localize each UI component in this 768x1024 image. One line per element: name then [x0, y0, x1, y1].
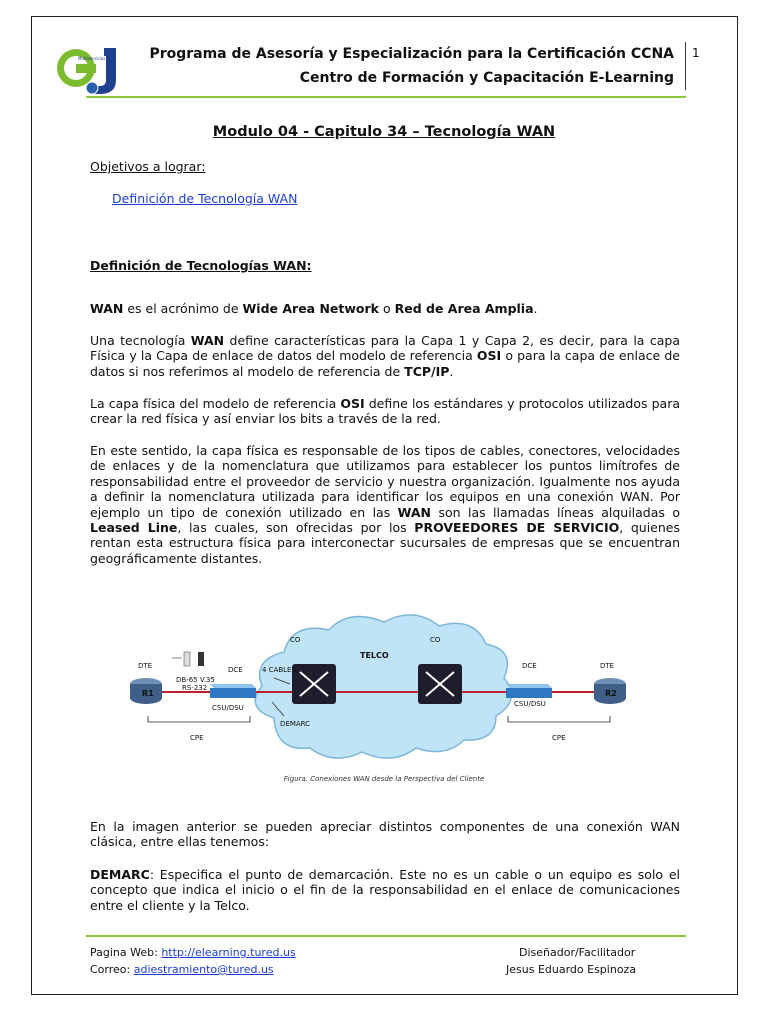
- label-telco: TELCO: [360, 651, 389, 660]
- page-title: Modulo 04 - Capitulo 34 – Tecnología WAN: [212, 124, 556, 140]
- footer-mail-link[interactable]: adiestramiento@tured.us: [133, 963, 274, 976]
- label-rs232: RS-232: [182, 684, 208, 692]
- label-co-left: CO: [290, 636, 301, 644]
- section-heading: Definición de Tecnologías WAN:: [90, 258, 312, 273]
- label-r2: R2: [605, 689, 617, 698]
- paragraph-demarc: DEMARC: Especifica el punto de demarcación. Este no es un cable o un equipo es solo el concepto que indica el inicio o el fin de la responsabilidad en el enlace de comunicaciones entre el cliente y la Telco.: [90, 867, 680, 913]
- paragraph-physical-layer: La capa física del modelo de referencia OSI define los estándares y protocolos utilizados para crear la red física y así enviar los bits a través de la red.: [90, 396, 680, 427]
- label-r1: R1: [142, 689, 154, 698]
- objective-link-wan[interactable]: Definición de Tecnología WAN: [112, 191, 298, 206]
- connector-icon: [172, 652, 204, 666]
- label-csu-right: CSU/DSU: [514, 700, 546, 708]
- header-rule: [86, 96, 686, 98]
- label-co-right: CO: [430, 636, 441, 644]
- label-db65: DB-65 V.35: [176, 676, 215, 684]
- paragraph-physical-responsibility: En este sentido, la capa física es responsable de los tipos de cables, conectores, velocidades de enlaces y de la nomenclatura que utilizamos para establecer los puntos limítrofes de responsabilidad entre el proveedor de servicio y nuestra organización. Igualmente nos ayuda a definir la nomenclatura utilizada para identificar los equipos en una conexión WAN. Por ejemplo un tipo de conexión utilizado en las WAN son las llamadas líneas alquiladas o Leased Line, las cuales, son ofrecidas por los PROVEEDORES DE SERVICIO, quienes rentan esta estructura física para interconectar sucursales de empresas que se encuentran geográficamente distantes.: [90, 443, 680, 566]
- label-cpe-left: CPE: [190, 734, 204, 742]
- label-demarc: DEMARC: [280, 720, 311, 728]
- label-cpe-right: CPE: [552, 734, 566, 742]
- paragraph-wan-acronym: WAN es el acrónimo de Wide Area Network o Red de Area Amplia.: [90, 301, 538, 316]
- header-divider: [685, 42, 686, 90]
- cpe-right-bracket: [508, 716, 610, 722]
- cpe-left-bracket: [148, 716, 250, 722]
- page-number: 1: [692, 46, 700, 60]
- wan-diagram: [124, 608, 644, 778]
- footer-web-link[interactable]: http://elearning.tured.us: [161, 946, 296, 959]
- header-center-title: Centro de Formación y Capacitación E-Learning: [299, 70, 674, 86]
- footer-web: Pagina Web: http://elearning.tured.us: [90, 946, 296, 959]
- co-switch-left-icon: [292, 664, 336, 704]
- csu-dsu-left-icon: [210, 684, 256, 698]
- label-dce-right: DCE: [522, 662, 537, 670]
- header-program-title: Programa de Asesoría y Especialización para la Certificación CCNA: [149, 46, 674, 62]
- footer-rule: [86, 935, 686, 937]
- paragraph-components: En la imagen anterior se pueden apreciar distintos componentes de una conexión WAN clásica, entre ellas tenemos:: [90, 819, 680, 850]
- label-4-cables: 4 CABLES: [262, 666, 296, 674]
- csu-dsu-right-icon: [506, 684, 552, 698]
- co-switch-right-icon: [418, 664, 462, 704]
- figure-caption: Figura. Conexiones WAN desde la Perspectiva del Cliente: [283, 775, 485, 783]
- footer-mail: Correo: adiestramiento@tured.us: [90, 963, 274, 976]
- label-dte-left: DTE: [138, 662, 153, 670]
- footer-author: Jesus Eduardo Espinoza: [506, 963, 637, 976]
- objectives-label: Objetivos a lograr:: [90, 159, 206, 174]
- label-dce-left: DCE: [228, 666, 243, 674]
- paragraph-wan-layers: Una tecnología WAN define características para la Capa 1 y Capa 2, es decir, para la capa Física y la Capa de enlace de datos del modelo de referencia OSI o para la capa de enlace de datos si nos referimos al modelo de referencia de TCP/IP.: [90, 333, 680, 379]
- company-logo: [54, 40, 130, 100]
- label-csu-left: CSU/DSU: [212, 704, 244, 712]
- footer-role: Diseñador/Facilitador: [519, 946, 636, 959]
- label-dte-right: DTE: [600, 662, 615, 670]
- svg-text:Multiservicios: Multiservicios: [78, 56, 106, 61]
